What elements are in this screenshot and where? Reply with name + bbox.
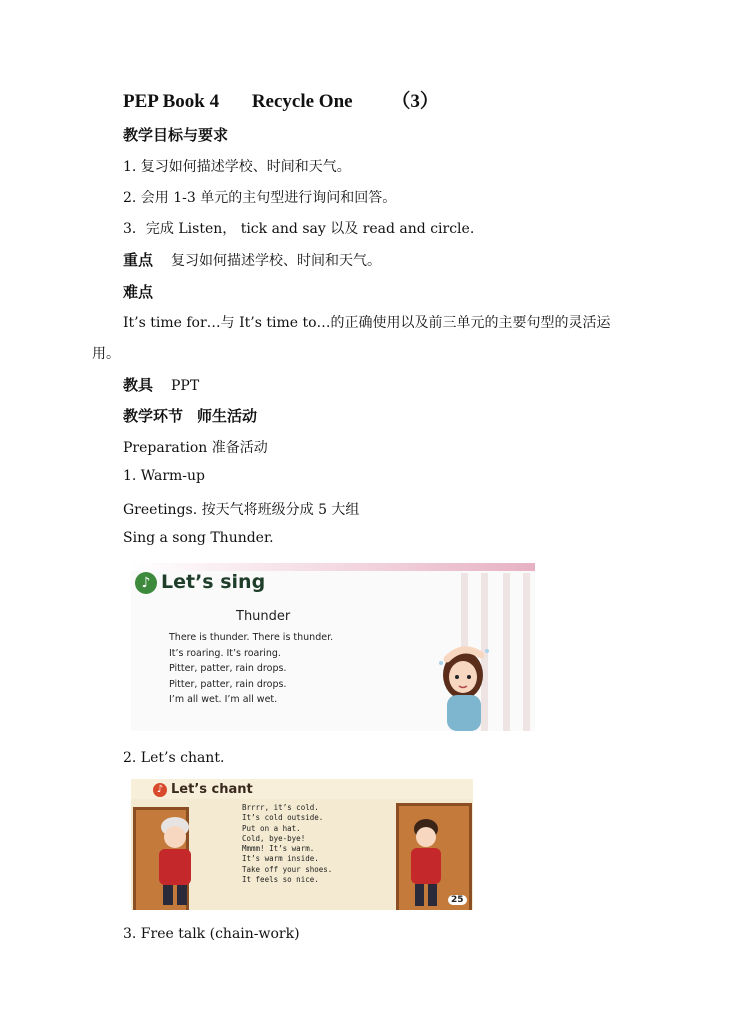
lets-sing-image: [131, 563, 535, 731]
wet-girl-illustration: [429, 633, 499, 731]
difficulty-text-line2: 用。: [92, 346, 120, 362]
page-title: [123, 86, 439, 113]
song-title: Thunder: [236, 609, 291, 624]
sing-heading-text: Let’s sing: [161, 571, 266, 593]
title-part: （3）: [391, 91, 439, 112]
lyric-line: Pitter, patter, rain drops.: [169, 663, 287, 674]
boy-warm-illustration: [401, 815, 451, 910]
preparation-line: Preparation 准备活动: [123, 440, 268, 456]
chant-text-line: Put on a hat.: [242, 823, 301, 833]
title-book: PEP Book 4: [123, 91, 220, 112]
steps-label: 教学环节: [123, 407, 184, 425]
difficulty-label: 难点: [123, 283, 154, 301]
goals-heading: 教学目标与要求: [123, 126, 229, 144]
chant-text-line: It’s warm inside.: [242, 854, 319, 864]
tools-text: PPT: [171, 378, 200, 394]
key-point-label: 重点: [123, 251, 154, 269]
chant-text-line: It feels so nice.: [242, 875, 319, 885]
steps-heading: [123, 405, 257, 426]
free-talk-line: 3. Free talk (chain-work): [123, 926, 300, 942]
chant-text-line: Cold, bye-bye!: [242, 833, 306, 843]
difficulty-text-line1: It’s time for…与 It’s time to…的正确使用以及前三单元的主要句型的灵活运: [123, 315, 611, 331]
tools-label: 教具: [123, 376, 154, 394]
boy-cold-illustration: [145, 815, 205, 910]
chant-text: [242, 803, 332, 885]
chant-text-line: Brrrr, it’s cold.: [242, 803, 319, 812]
chant-line: 2. Let’s chant.: [123, 750, 225, 766]
chant-heading: [153, 782, 253, 797]
key-point: [123, 249, 381, 270]
lyric-line: There is thunder. There is thunder.: [169, 632, 334, 643]
goal-item-1: 1. 复习如何描述学校、时间和天气。: [123, 159, 351, 175]
lyric-line: Pitter, patter, rain drops.: [169, 678, 287, 690]
lyric-line: I’m all wet. I’m all wet.: [169, 694, 278, 705]
rain-line: [503, 573, 510, 731]
title-unit: Recycle One: [251, 91, 353, 112]
lets-chant-image: [131, 779, 473, 910]
goal-item-3: 3．完成 Listen， tick and say 以及 read and circle.: [123, 221, 475, 237]
page-number-badge: 25: [448, 895, 467, 905]
chant-text-line: Take off your shoes.: [242, 864, 333, 874]
chant-text-line: It’s cold outside.: [242, 813, 324, 823]
warmup-line: 1. Warm-up: [123, 468, 206, 484]
tools: [123, 374, 199, 395]
music-note-icon: ♪: [135, 572, 157, 594]
music-note-icon: ♪: [153, 783, 167, 797]
steps-text: 师生活动: [197, 407, 258, 425]
sing-heading: [135, 571, 265, 594]
chant-text-line: Mmmm! It’s warm.: [242, 844, 315, 854]
key-point-text: 复习如何描述学校、时间和天气。: [171, 253, 382, 269]
top-band: [131, 563, 535, 571]
song-lyrics: [169, 630, 333, 708]
sing-line: Sing a song Thunder.: [123, 530, 274, 546]
greetings-line: Greetings. 按天气将班级分成 5 大组: [123, 502, 360, 518]
lyric-line: It’s roaring. It’s roaring.: [169, 647, 281, 659]
chant-heading-text: Let’s chant: [171, 782, 253, 797]
goal-item-2: 2. 会用 1-3 单元的主句型进行询问和回答。: [123, 190, 397, 206]
rain-line: [523, 573, 530, 731]
